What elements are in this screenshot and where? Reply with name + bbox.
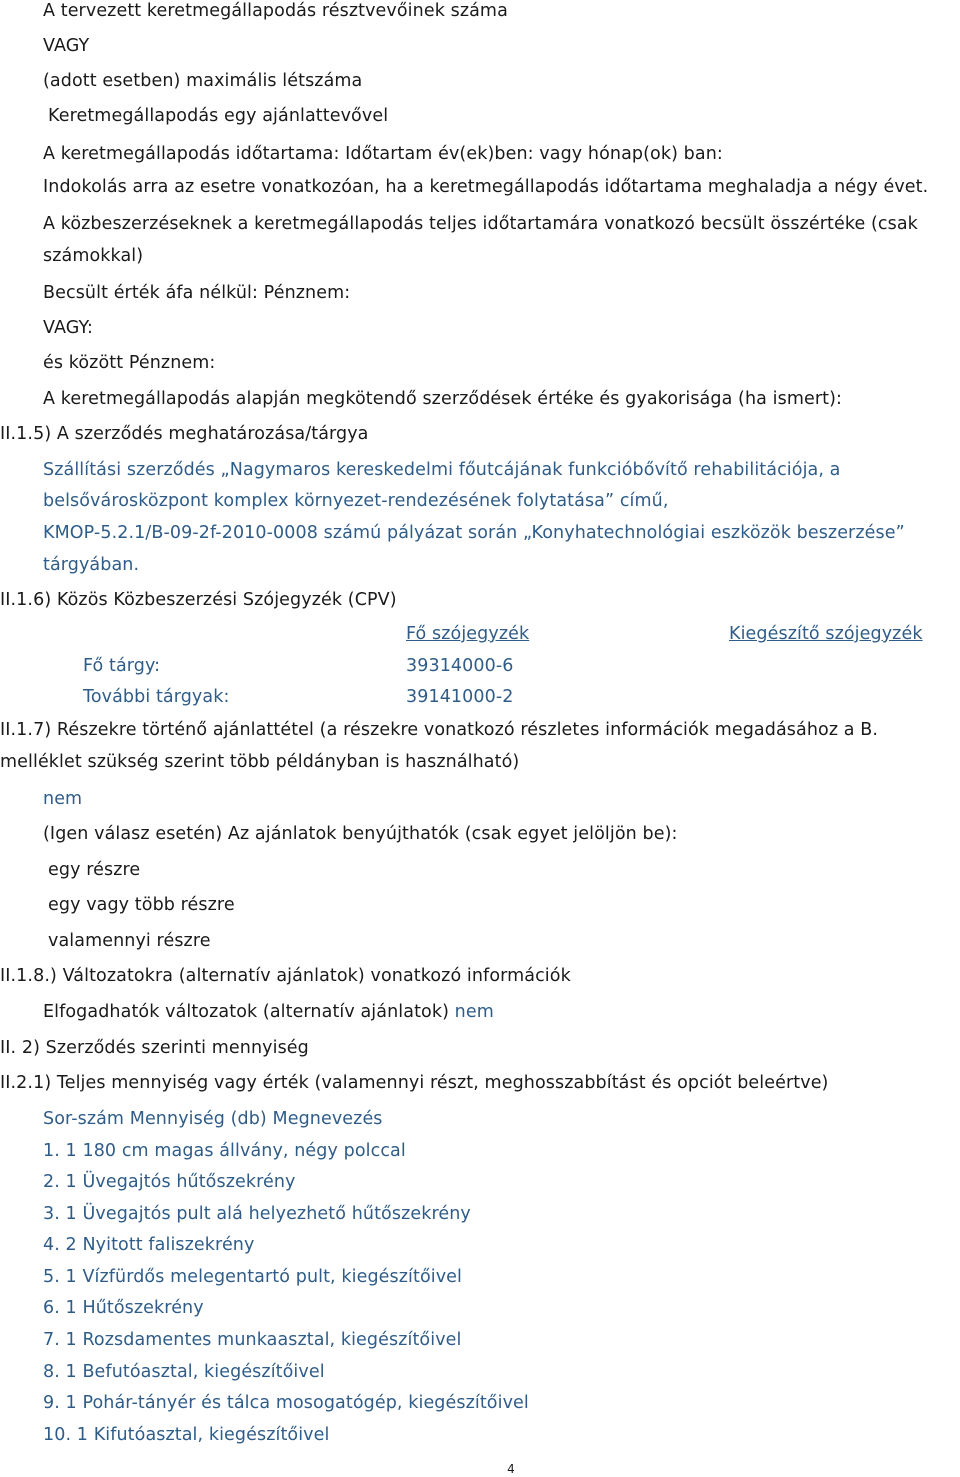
text-line: A közbeszerzéseknek a keretmegállapodás teljes időtartamára vonatkozó becsült összértéke (csak (43, 214, 918, 234)
cpv-row-label: További tárgyak: (83, 687, 230, 707)
contract-subject-text: tárgyában. (43, 555, 140, 575)
list-item: 7. 1 Rozsdamentes munkaasztal, kiegészítőivel (43, 1330, 462, 1350)
text-line (43, 1001, 494, 1023)
text-line: (Igen válasz esetén) Az ajánlatok benyújthatók (csak egyet jelöljön be): (43, 824, 678, 844)
cpv-main-heading: Fő szójegyzék (406, 624, 530, 644)
text-line: számokkal) (43, 246, 144, 266)
text-line: Becsült érték áfa nélkül: Pénznem: (43, 283, 351, 303)
cpv-row-label: Fő tárgy: (83, 656, 161, 676)
list-item: 9. 1 Pohár-tányér és tálca mosogatógép, kiegészítőivel (43, 1393, 529, 1413)
option-text: egy vagy több részre (48, 895, 235, 915)
option-text: egy részre (48, 860, 141, 880)
section-heading: II.1.6) Közös Közbeszerzési Szójegyzék (CPV) (0, 590, 397, 610)
variants-label: Elfogadhatók változatok (alternatív ajánlatok) (43, 1002, 449, 1022)
cpv-row-code: 39141000-2 (406, 687, 514, 707)
text-line: VAGY: (43, 318, 93, 338)
text-line: A tervezett keretmegállapodás résztvevőinek száma (43, 1, 508, 21)
text-line: A keretmegállapodás alapján megkötendő szerződések értéke és gyakorisága (ha ismert): (43, 389, 843, 409)
text-line: melléklet szükség szerint több példányban is használható) (0, 752, 520, 772)
list-item: 6. 1 Hűtőszekrény (43, 1298, 204, 1318)
section-heading: II.1.5) A szerződés meghatározása/tárgya (0, 424, 369, 444)
text-line: (adott esetben) maximális létszáma (43, 71, 363, 91)
section-heading: II. 2) Szerződés szerinti mennyiség (0, 1038, 309, 1058)
text-line: Keretmegállapodás egy ajánlattevővel (48, 106, 389, 126)
text-line: és között Pénznem: (43, 353, 216, 373)
answer-value: nem (43, 789, 83, 809)
contract-subject-text: belsővárosközpont komplex környezet-rendezésének folytatása” című, (43, 491, 669, 511)
list-item: 2. 1 Üvegajtós hűtőszekrény (43, 1172, 296, 1192)
cpv-extra-heading: Kiegészítő szójegyzék (729, 624, 923, 644)
contract-subject-text: Szállítási szerződés „Nagymaros kereskedelmi főutcájának funkcióbővítő rehabilitációja, a (43, 460, 841, 480)
text-line: VAGY (43, 36, 90, 56)
page-number: 4 (507, 1462, 515, 1476)
list-item: 8. 1 Befutóasztal, kiegészítőivel (43, 1362, 325, 1382)
list-item: 4. 2 Nyitott faliszekrény (43, 1235, 255, 1255)
section-heading: II.1.8.) Változatokra (alternatív ajánlatok) vonatkozó információk (0, 966, 571, 986)
items-table-header: Sor-szám Mennyiség (db) Megnevezés (43, 1109, 383, 1129)
list-item: 3. 1 Üvegajtós pult alá helyezhető hűtőszekrény (43, 1204, 471, 1224)
list-item: 1. 1 180 cm magas állvány, négy polccal (43, 1141, 406, 1161)
list-item: 10. 1 Kifutóasztal, kiegészítőivel (43, 1425, 330, 1445)
text-line: A keretmegállapodás időtartama: Időtartam év(ek)ben: vagy hónap(ok) ban: (43, 144, 723, 164)
section-heading: II.1.7) Részekre történő ajánlattétel (a részekre vonatkozó részletes információk megadásához a B. (0, 720, 879, 740)
answer-value: nem (454, 1002, 494, 1022)
contract-subject-text: KMOP-5.2.1/B-09-2f-2010-0008 számú pályázat során „Konyhatechnológiai eszközök beszerzése” (43, 523, 905, 543)
option-text: valamennyi részre (48, 931, 211, 951)
section-heading: II.2.1) Teljes mennyiség vagy érték (valamennyi részt, meghosszabbítást és opciót beleértve) (0, 1073, 829, 1093)
cpv-row-code: 39314000-6 (406, 656, 514, 676)
text-line: Indokolás arra az esetre vonatkozóan, ha a keretmegállapodás időtartama meghaladja a négy évet. (43, 177, 929, 197)
list-item: 5. 1 Vízfürdős melegentartó pult, kiegészítőivel (43, 1267, 462, 1287)
